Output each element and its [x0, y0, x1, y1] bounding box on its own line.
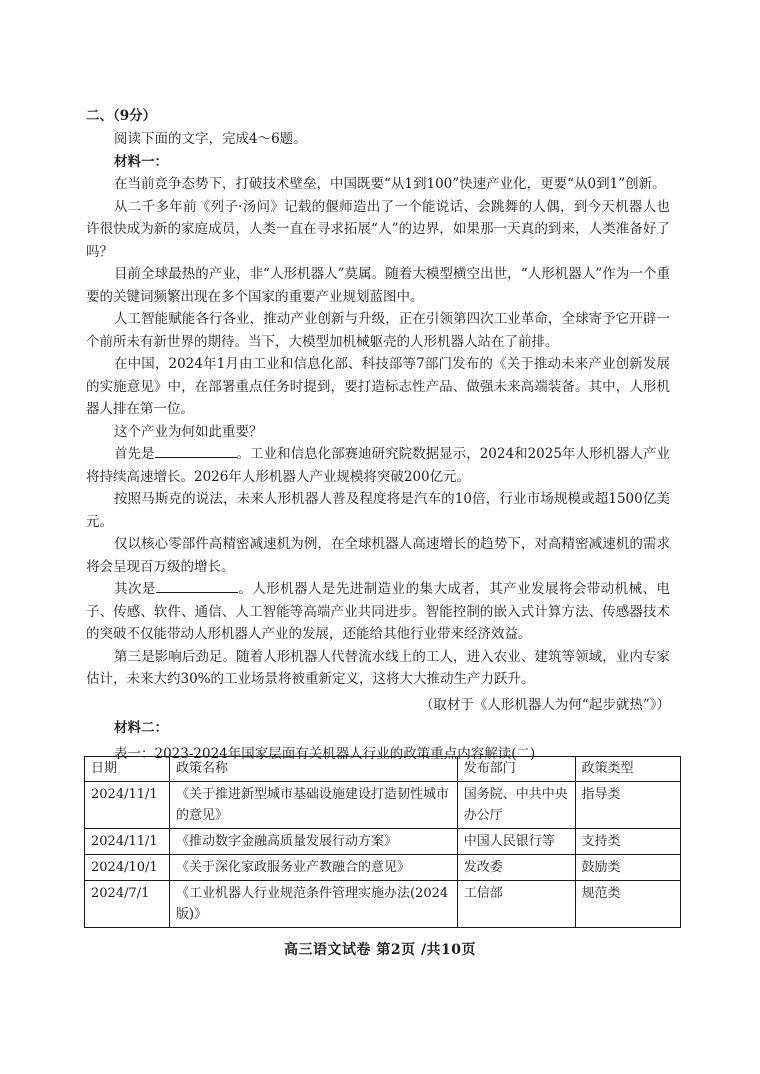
first-prefix: 首先是 [114, 446, 155, 462]
cell-department: 发改委 [457, 855, 575, 881]
paragraph-reducer: 仅以核心零部件高精密减速机为例，在全球机器人高速增长的趋势下，对高精密减速机的需求将会呈现百万级的增长。 [86, 536, 670, 575]
cell-policy-name: 《关于深化家政服务业产教融合的意见》 [169, 855, 457, 881]
policy-table [84, 756, 681, 928]
cell-date: 2024/11/1 [85, 829, 170, 855]
paragraph-1: 在当前竞争态势下，打破技术壁垒，中国既要“从1到100”快速产业化，更要“从0到1”创新。 [114, 176, 666, 192]
table-header-row [85, 757, 681, 782]
answer-blank-1[interactable] [155, 443, 237, 458]
second-prefix: 其次是 [114, 581, 156, 597]
table-row [85, 855, 681, 881]
paragraph-3: 目前全球最热的产业，非“人形机器人”莫属。随着大模型横空出世，“人形机器人”作为一个重要的关键词频繁出现在多个国家的重要产业规划蓝图中。 [86, 266, 670, 305]
paragraph-5: 在中国，2024年1月由工业和信息化部、科技部等7部门发布的《关于推动未来产业创新发展的实施意见》中，在部署重点任务时提到，要打造标志性产品、做强未来高端装备。其中，人形机器人排在第一位。 [86, 356, 670, 417]
header-date: 日期 [85, 757, 170, 782]
instruction: 阅读下面的文字，完成4～6题。 [114, 131, 307, 147]
paragraph-second [86, 578, 670, 646]
material-2-label: 材料二： [114, 719, 168, 736]
page-footer: 高三语文试卷 第2页 /共10页 [283, 942, 477, 958]
cell-policy-type: 规范类 [575, 881, 681, 928]
paragraph-musk: 按照马斯克的说法，未来人形机器人普及程度将是汽车的10倍，行业市场规模或超1500亿美元。 [86, 491, 670, 530]
header-policy-type: 政策类型 [575, 757, 681, 782]
cell-policy-name: 《工业机器人行业规范条件管理实施办法(2024版)》 [169, 881, 457, 928]
cell-date: 2024/10/1 [85, 855, 170, 881]
content-area [86, 104, 670, 767]
answer-blank-2[interactable] [156, 578, 238, 593]
source-citation: （取材于《人形机器人为何“起步就热”》） [419, 696, 670, 713]
table-row [85, 782, 681, 829]
header-department: 发布部门 [457, 757, 575, 782]
table-row [85, 881, 681, 928]
header-policy-name: 政策名称 [169, 757, 457, 782]
table-title: 表一：2023-2024年国家层面有关机器人行业的政策重点内容解读(二) [114, 746, 536, 762]
paragraph-first [86, 443, 670, 488]
paragraph-2: 从二千多年前《列子·汤问》记载的偃师造出了一个能说话、会跳舞的人偶，到今天机器人也许很快成为新的家庭成员，人类一直在寻求拓展“人”的边界，如果那一天真的到来，人类准备好了吗？ [86, 198, 670, 260]
cell-department: 工信部 [457, 881, 575, 928]
first-suffix: 。工业和信息化部赛迪研究院数据显示，2024和2025年人形机器人产业将持续高速增长。2026年人形机器人产业规模将突破200亿元。 [86, 446, 670, 485]
cell-department: 中国人民银行等 [457, 829, 575, 855]
section-heading: 二、（9分） [86, 108, 157, 124]
paragraph-third: 第三是影响后劲足。随着人形机器人代替流水线上的工人，进入农业、建筑等领域，业内专家估计，未来大约30%的工业场景将被重新定义，这将大大推动生产力跃升。 [86, 648, 670, 687]
material-1-label: 材料一： [114, 153, 168, 170]
cell-policy-type: 鼓励类 [575, 855, 681, 881]
table-row [85, 829, 681, 855]
cell-date: 2024/11/1 [85, 782, 170, 829]
cell-policy-type: 指导类 [575, 782, 681, 829]
cell-department: 国务院、中共中央办公厅 [457, 782, 575, 829]
paragraph-question: 这个产业为何如此重要？ [114, 423, 263, 440]
cell-date: 2024/7/1 [85, 881, 170, 928]
cell-policy-name: 《推动数字金融高质量发展行动方案》 [169, 829, 457, 855]
second-suffix: 。人形机器人是先进制造业的集大成者，其产业发展将会带动机械、电子、传感、软件、通信、人工智能等高端产业共同进步。智能控制的嵌入式计算方法、传感器技术的突破不仅能带动人形机器人产业的发展，还能给其他行业带来经济效益。 [86, 581, 671, 642]
cell-policy-name: 《关于推进新型城市基础设施建设打造韧性城市的意见》 [169, 782, 457, 829]
paragraph-4: 人工智能赋能各行各业，推动产业创新与升级，正在引领第四次工业革命，全球寄予它开辟一个前所未有新世界的期待。当下，大模型加机械躯壳的人形机器人站在了前排。 [86, 311, 670, 350]
cell-policy-type: 支持类 [575, 829, 681, 855]
